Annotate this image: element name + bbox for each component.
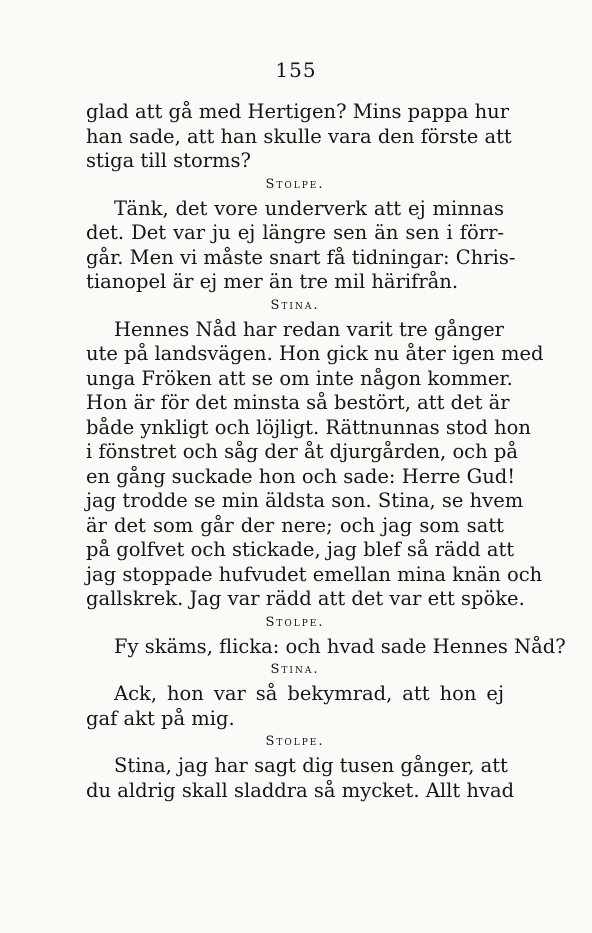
dialogue-text xyxy=(86,100,566,803)
text-line: Hennes Nåd har redan varit tre gånger xyxy=(114,317,504,341)
text-line: det. Det var ju ej längre sen än sen i förr- xyxy=(86,221,504,244)
text-line: i fönstret och såg der åt djurgården, och på xyxy=(86,440,518,463)
text-line: jag trodde se min äldsta son. Stina, se hvem xyxy=(86,489,524,512)
text-line: unga Fröken att se om inte någon kommer. xyxy=(86,366,513,390)
text-line: en gång suckade hon och sade: Herre Gud! xyxy=(86,464,516,488)
text-line: både ynkligt och löjligt. Rättnunnas stod hon xyxy=(86,415,531,439)
text-line: Ack, hon var så bekymrad, att hon ej xyxy=(114,682,504,705)
text-line: jag stoppade hufvudet emellan mina knän och xyxy=(86,562,543,586)
text-line: går. Men vi måste snart få tidningar: Chris- xyxy=(86,245,516,269)
text-line: Fy skäms, flicka: och hvad sade Hennes Nåd? xyxy=(114,634,566,658)
text-line: gaf akt på mig. xyxy=(86,706,235,730)
text-line: gallskrek. Jag var rädd att det var ett spöke. xyxy=(86,587,525,610)
text-line: stiga till storms? xyxy=(86,149,251,172)
text-line: Stina, jag har sagt dig tusen gånger, att xyxy=(114,754,508,777)
text-line: du aldrig skall sladdra så mycket. Allt hvad xyxy=(86,778,515,802)
page-number: 155 xyxy=(275,58,317,82)
speaker-name: Stolpe. xyxy=(265,176,325,192)
speaker-name: Stina. xyxy=(270,297,320,313)
text-line: Tänk, det vore underverk att ej minnas xyxy=(114,196,504,220)
text-line: på golfvet och stickade, jag blef så rädd att xyxy=(86,538,515,561)
text-line: ute på landsvägen. Hon gick nu åter igen med xyxy=(86,342,544,365)
text-line: tianopel är ej mer än tre mil härifrån. xyxy=(86,270,459,293)
speaker-name: Stolpe. xyxy=(265,734,325,749)
speaker-name: Stina. xyxy=(270,662,320,677)
text-line: glad att gå med Hertigen? Mins pappa hur xyxy=(86,100,510,123)
text-line: han sade, att han skulle vara den förste att xyxy=(86,124,512,148)
text-line: är det som går der nere; och jag som satt xyxy=(86,513,504,537)
text-line: Hon är för det minsta så bestört, att det är xyxy=(86,391,510,414)
speaker-name: Stolpe. xyxy=(265,614,325,630)
